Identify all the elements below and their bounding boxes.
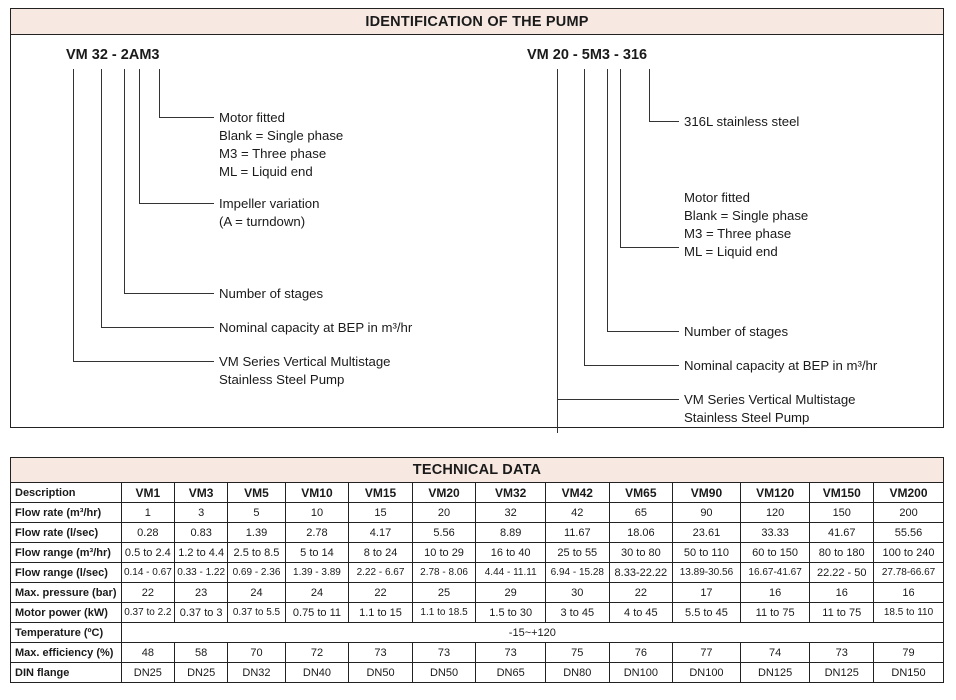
- right-callout-nominal-capacity: Nominal capacity at BEP in m³/hr: [684, 358, 878, 373]
- table-cell: 11 to 75: [810, 603, 874, 623]
- identification-body: [11, 35, 943, 428]
- table-cell: 100 to 240: [874, 543, 944, 563]
- table-cell: 80 to 180: [810, 543, 874, 563]
- table-cell: 77: [673, 643, 741, 663]
- table-cell: 1.2 to 4.4: [175, 543, 228, 563]
- table-cell: 33.33: [740, 523, 810, 543]
- table-cell: 60 to 150: [740, 543, 810, 563]
- table-cell: 73: [476, 643, 546, 663]
- table-cell: 8 to 24: [349, 543, 413, 563]
- table-cell: 73: [349, 643, 413, 663]
- technical-data-panel: [10, 457, 944, 683]
- table-cell: 1: [121, 503, 174, 523]
- table-cell: 2.78 - 8.06: [412, 563, 476, 583]
- table-cell: DN40: [285, 663, 349, 683]
- table-cell: 18.06: [609, 523, 673, 543]
- right-callout-stainless-steel-pump: Stainless Steel Pump: [684, 410, 810, 425]
- table-cell: 0.69 - 2.36: [228, 563, 285, 583]
- table-cell: DN65: [476, 663, 546, 683]
- table-cell: 16: [810, 583, 874, 603]
- table-cell: DN25: [175, 663, 228, 683]
- right-callout-blank-single-phase: Blank = Single phase: [684, 208, 809, 223]
- table-title-row: [11, 458, 944, 483]
- column-header-vm15: VM15: [349, 483, 413, 503]
- row-label: Flow range (l/sec): [11, 563, 122, 583]
- left-callout-motor-fitted: Motor fitted: [219, 110, 285, 125]
- table-cell: 74: [740, 643, 810, 663]
- table-cell: 0.28: [121, 523, 174, 543]
- table-cell: 15: [349, 503, 413, 523]
- table-row: [11, 543, 944, 563]
- table-cell: 0.37 to 2.2: [121, 603, 174, 623]
- table-cell: 70: [228, 643, 285, 663]
- right-leader-line-capacity-h: [584, 365, 679, 366]
- left-leader-line-stages-v: [124, 69, 125, 293]
- table-cell: 5: [228, 503, 285, 523]
- row-label: Flow rate (m³/hr): [11, 503, 122, 523]
- left-leader-line-impeller-v: [139, 69, 140, 203]
- table-cell: 5 to 14: [285, 543, 349, 563]
- table-cell: 13.89-30.56: [673, 563, 741, 583]
- right-leader-line-motor-v: [620, 69, 621, 247]
- column-header-vm120: VM120: [740, 483, 810, 503]
- left-callout-impeller-turndown: (A = turndown): [219, 214, 306, 229]
- table-cell: 73: [810, 643, 874, 663]
- table-cell: 23: [175, 583, 228, 603]
- table-cell: 1.39: [228, 523, 285, 543]
- table-cell: DN100: [673, 663, 741, 683]
- table-cell: 75: [546, 643, 610, 663]
- table-cell: 16.67-41.67: [740, 563, 810, 583]
- row-label: Max. pressure (bar): [11, 583, 122, 603]
- right-leader-line-capacity-v: [584, 69, 585, 365]
- row-label: Temperature (ºC): [11, 623, 122, 643]
- table-cell: 29: [476, 583, 546, 603]
- right-leader-line-stages-h: [607, 331, 679, 332]
- column-header-vm90: VM90: [673, 483, 741, 503]
- table-cell: 11 to 75: [740, 603, 810, 623]
- left-leader-line-impeller-h: [139, 203, 214, 204]
- row-label: Flow rate (l/sec): [11, 523, 122, 543]
- table-cell: 4.17: [349, 523, 413, 543]
- row-label: Flow range (m³/hr): [11, 543, 122, 563]
- table-row: [11, 623, 944, 643]
- left-leader-line-motor-v: [159, 69, 160, 117]
- table-cell: 10 to 29: [412, 543, 476, 563]
- column-header-vm20: VM20: [412, 483, 476, 503]
- table-cell: 2.78: [285, 523, 349, 543]
- left-callout-impeller-variation: Impeller variation: [219, 196, 320, 211]
- table-cell: 55.56: [874, 523, 944, 543]
- table-cell: 8.33-22.22: [609, 563, 673, 583]
- left-code-label: VM 32 - 2AM3: [66, 47, 160, 63]
- column-header-vm150: VM150: [810, 483, 874, 503]
- table-cell: DN150: [874, 663, 944, 683]
- column-header-vm32: VM32: [476, 483, 546, 503]
- table-cell: 22: [349, 583, 413, 603]
- right-leader-line-series-h: [557, 399, 679, 400]
- table-cell: 0.5 to 2.4: [121, 543, 174, 563]
- identification-panel: [10, 8, 944, 428]
- table-row: [11, 643, 944, 663]
- table-cell: DN100: [609, 663, 673, 683]
- right-leader-line-stages-v: [607, 69, 608, 331]
- table-cell: 32: [476, 503, 546, 523]
- column-header-vm5: VM5: [228, 483, 285, 503]
- table-cell: 16: [874, 583, 944, 603]
- table-cell: 4.44 - 11.11: [476, 563, 546, 583]
- table-cell: 17: [673, 583, 741, 603]
- table-cell: 76: [609, 643, 673, 663]
- table-cell: DN32: [228, 663, 285, 683]
- table-cell: 79: [874, 643, 944, 663]
- right-code-label: VM 20 - 5M3 - 316: [527, 47, 648, 63]
- table-cell: 30: [546, 583, 610, 603]
- table-cell: 10: [285, 503, 349, 523]
- column-header-vm200: VM200: [874, 483, 944, 503]
- column-header-vm42: VM42: [546, 483, 610, 503]
- table-cell: 50 to 110: [673, 543, 741, 563]
- table-row: [11, 563, 944, 583]
- row-label: Max. efficiency (%): [11, 643, 122, 663]
- left-callout-ml-liquid-end: ML = Liquid end: [219, 164, 313, 179]
- table-row: [11, 583, 944, 603]
- right-callout-motor-fitted: Motor fitted: [684, 190, 750, 205]
- table-row: [11, 523, 944, 543]
- technical-data-table: [10, 457, 944, 683]
- table-cell: 73: [412, 643, 476, 663]
- table-cell: 4 to 45: [609, 603, 673, 623]
- table-header-row: [11, 483, 944, 503]
- table-cell: 0.75 to 11: [285, 603, 349, 623]
- left-leader-line-capacity-h: [101, 327, 214, 328]
- column-header-vm10: VM10: [285, 483, 349, 503]
- table-cell: 58: [175, 643, 228, 663]
- table-cell: 23.61: [673, 523, 741, 543]
- table-cell: 25 to 55: [546, 543, 610, 563]
- table-cell: 72: [285, 643, 349, 663]
- column-header-description: Description: [11, 483, 122, 503]
- table-cell: DN80: [546, 663, 610, 683]
- table-cell: 16 to 40: [476, 543, 546, 563]
- left-callout-vm-series: VM Series Vertical Multistage: [219, 354, 391, 369]
- table-cell: 1.1 to 18.5: [412, 603, 476, 623]
- table-row: [11, 663, 944, 683]
- table-cell: 20: [412, 503, 476, 523]
- left-leader-line-series-v: [73, 69, 74, 361]
- right-leader-line-316-h: [649, 121, 679, 122]
- left-leader-line-series-h: [73, 361, 214, 362]
- table-cell: 0.83: [175, 523, 228, 543]
- table-cell: DN25: [121, 663, 174, 683]
- table-cell: 24: [228, 583, 285, 603]
- table-cell: 18.5 to 110: [874, 603, 944, 623]
- left-callout-blank-single-phase: Blank = Single phase: [219, 128, 344, 143]
- technical-data-title: TECHNICAL DATA: [11, 458, 944, 483]
- table-cell: 65: [609, 503, 673, 523]
- table-row: [11, 503, 944, 523]
- table-cell: 22.22 - 50: [810, 563, 874, 583]
- right-callout-ml-liquid-end: ML = Liquid end: [684, 244, 778, 259]
- table-cell: 0.37 to 5.5: [228, 603, 285, 623]
- table-cell: 0.33 - 1.22: [175, 563, 228, 583]
- table-cell: 6.94 - 15.28: [546, 563, 610, 583]
- table-cell: 8.89: [476, 523, 546, 543]
- right-callout-vm-series: VM Series Vertical Multistage: [684, 392, 856, 407]
- table-cell: 16: [740, 583, 810, 603]
- right-leader-line-motor-h: [620, 247, 679, 248]
- right-leader-line-series-v: [557, 69, 558, 433]
- column-header-vm3: VM3: [175, 483, 228, 503]
- left-callout-nominal-capacity: Nominal capacity at BEP in m³/hr: [219, 320, 413, 335]
- table-cell: DN50: [349, 663, 413, 683]
- right-leader-line-316-v: [649, 69, 650, 121]
- table-cell: 0.14 - 0.67: [121, 563, 174, 583]
- right-callout-m3-three-phase: M3 = Three phase: [684, 226, 792, 241]
- table-cell: 22: [121, 583, 174, 603]
- table-cell: 1.5 to 30: [476, 603, 546, 623]
- table-cell: 150: [810, 503, 874, 523]
- table-cell: DN125: [810, 663, 874, 683]
- column-header-vm1: VM1: [121, 483, 174, 503]
- left-leader-line-capacity-v: [101, 69, 102, 327]
- right-callout-number-of-stages: Number of stages: [684, 324, 789, 339]
- table-cell: 11.67: [546, 523, 610, 543]
- left-callout-number-of-stages: Number of stages: [219, 286, 324, 301]
- row-label: DIN flange: [11, 663, 122, 683]
- table-cell: 22: [609, 583, 673, 603]
- table-cell: 1.39 - 3.89: [285, 563, 349, 583]
- left-leader-line-motor-h: [159, 117, 214, 118]
- table-cell: DN50: [412, 663, 476, 683]
- table-cell: 2.22 - 6.67: [349, 563, 413, 583]
- table-cell: DN125: [740, 663, 810, 683]
- row-span-value: -15~+120: [121, 623, 943, 643]
- table-cell: 25: [412, 583, 476, 603]
- left-callout-m3-three-phase: M3 = Three phase: [219, 146, 327, 161]
- right-callout-316l-stainless-steel: 316L stainless steel: [684, 114, 800, 129]
- table-cell: 42: [546, 503, 610, 523]
- left-leader-line-stages-h: [124, 293, 214, 294]
- identification-title: IDENTIFICATION OF THE PUMP: [11, 9, 943, 35]
- row-label: Motor power (kW): [11, 603, 122, 623]
- table-cell: 5.56: [412, 523, 476, 543]
- table-cell: 90: [673, 503, 741, 523]
- table-cell: 3 to 45: [546, 603, 610, 623]
- table-cell: 48: [121, 643, 174, 663]
- table-cell: 200: [874, 503, 944, 523]
- table-cell: 1.1 to 15: [349, 603, 413, 623]
- table-cell: 24: [285, 583, 349, 603]
- table-cell: 0.37 to 3: [175, 603, 228, 623]
- table-cell: 3: [175, 503, 228, 523]
- left-callout-stainless-steel-pump: Stainless Steel Pump: [219, 372, 345, 387]
- table-cell: 30 to 80: [609, 543, 673, 563]
- table-row: [11, 603, 944, 623]
- table-cell: 5.5 to 45: [673, 603, 741, 623]
- table-cell: 27.78-66.67: [874, 563, 944, 583]
- table-cell: 2.5 to 8.5: [228, 543, 285, 563]
- table-cell: 120: [740, 503, 810, 523]
- table-cell: 41.67: [810, 523, 874, 543]
- column-header-vm65: VM65: [609, 483, 673, 503]
